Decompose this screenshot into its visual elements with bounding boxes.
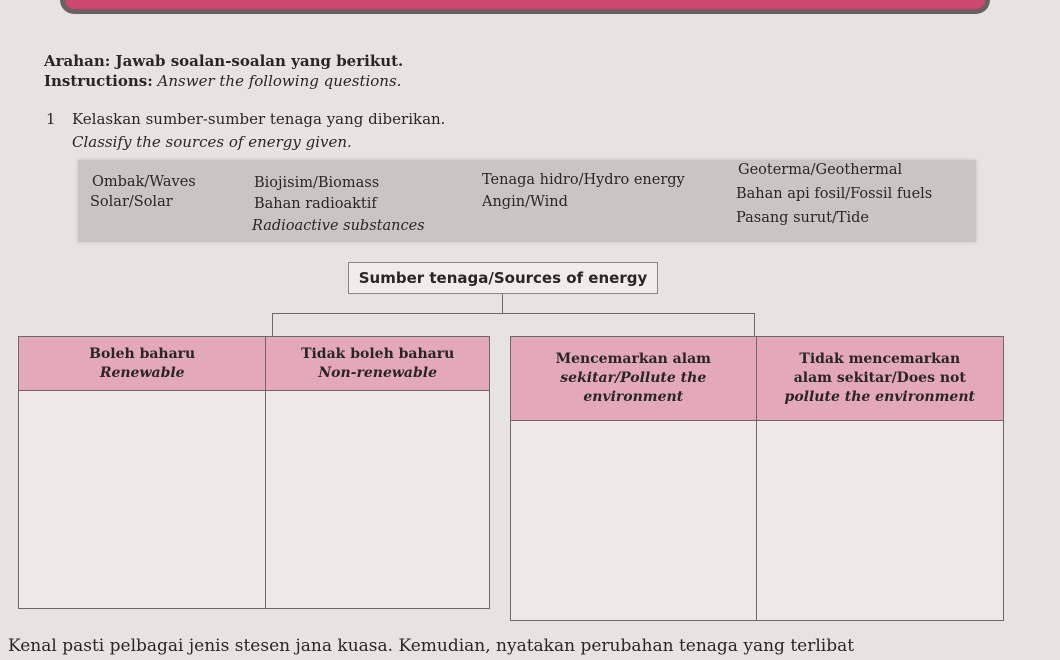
instructions-malay: Arahan: Jawab soalan-soalan yang berikut.	[44, 52, 404, 70]
diagram-title: Sumber tenaga/Sources of energy	[348, 262, 658, 294]
connector-right-drop	[754, 313, 755, 337]
instructions-label: Instructions:	[44, 72, 153, 90]
source-fossil-fuels: Bahan api fosil/Fossil fuels	[736, 186, 933, 202]
source-radioactive: Bahan radioaktif	[254, 196, 377, 212]
source-wind: Angin/Wind	[482, 194, 568, 210]
instructions-english	[44, 72, 401, 90]
source-tide: Pasang surut/Tide	[736, 210, 869, 226]
instructions-text: Answer the following questions.	[157, 72, 402, 90]
source-geothermal: Geoterma/Geothermal	[738, 162, 903, 178]
connector-left-drop	[272, 313, 273, 337]
answer-cell-not-pollute[interactable]	[756, 421, 1003, 621]
connector-horizontal	[272, 313, 754, 314]
question-number: 1	[46, 110, 56, 128]
energy-sources-box	[78, 160, 976, 242]
renewable-table	[18, 336, 490, 609]
header-renewable: Boleh baharu Renewable	[19, 337, 266, 391]
source-biomass: Biojisim/Biomass	[254, 175, 380, 191]
question-malay: Kelaskan sumber-sumber tenaga yang diberikan.	[72, 110, 446, 128]
pollution-table	[510, 336, 1004, 621]
answer-cell-pollute[interactable]	[511, 421, 757, 621]
next-question-text: Kenal pasti pelbagai jenis stesen jana kuasa. Kemudian, nyatakan perubahan tenaga yang terlibat	[8, 636, 855, 656]
question-english: Classify the sources of energy given.	[72, 133, 352, 151]
source-solar: Solar/Solar	[90, 194, 173, 210]
header-pollute: Mencemarkan alam sekitar/Pollute the environment	[511, 337, 757, 421]
answer-cell-non-renewable[interactable]	[266, 391, 490, 609]
header-not-pollute: Tidak mencemarkan alam sekitar/Does not pollute the environment	[756, 337, 1003, 421]
top-decoration-bar	[60, 0, 990, 14]
source-hydro: Tenaga hidro/Hydro energy	[482, 172, 685, 188]
source-waves: Ombak/Waves	[92, 174, 196, 190]
header-non-renewable: Tidak boleh baharu Non-renewable	[266, 337, 490, 391]
source-radioactive-en: Radioactive substances	[252, 218, 425, 234]
answer-cell-renewable[interactable]	[19, 391, 266, 609]
connector-vertical	[502, 294, 503, 314]
